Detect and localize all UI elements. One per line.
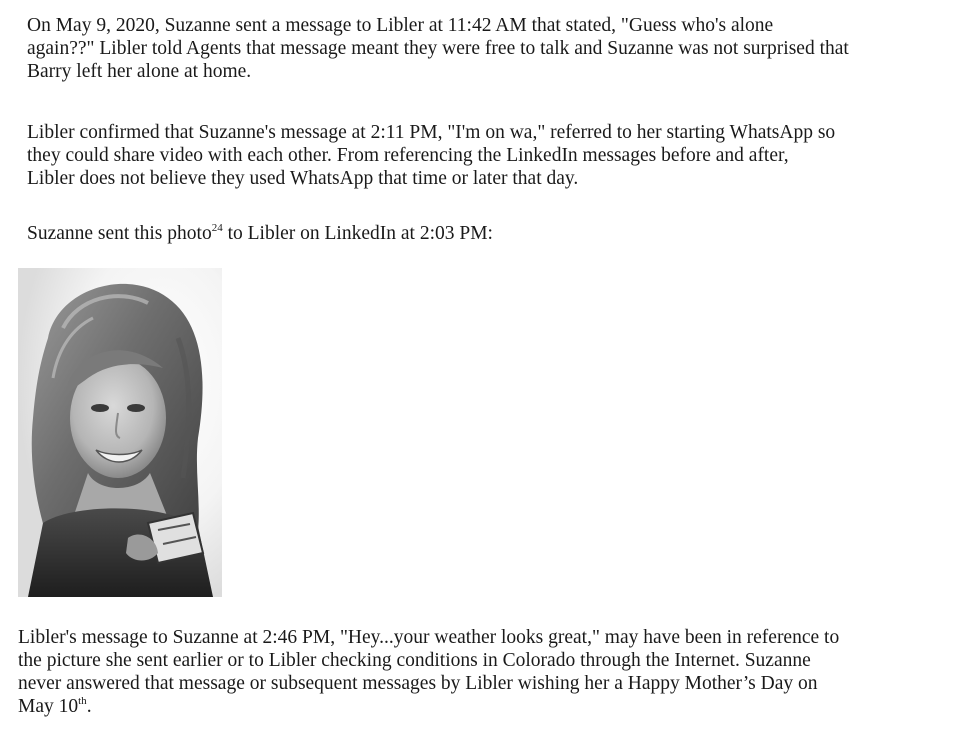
paragraph-whatsapp <box>27 121 835 190</box>
text-line: never answered that message or subsequent messages by Libler wishing her a Happy Mother’s Day on <box>18 673 818 694</box>
paragraph-may-9-message <box>27 14 849 83</box>
text-line: Libler does not believe they used WhatsApp that time or later that day. <box>27 168 579 189</box>
text-line: the picture she sent earlier or to Libler checking conditions in Colorado through the Internet. Suzanne <box>18 650 811 671</box>
text-line-last <box>18 695 839 718</box>
photo-intro-text-continued: to Libler on LinkedIn at 2:03 PM: <box>222 223 493 244</box>
text-line: Libler confirmed that Suzanne's message at 2:11 PM, "I'm on wa," referred to her starting WhatsApp so <box>27 122 836 143</box>
text-line: Barry left her alone at home. <box>27 61 252 82</box>
date-text: May 10 <box>18 696 79 717</box>
text-line: Libler's message to Suzanne at 2:46 PM, "Hey...your weather looks great," may have been in reference to <box>18 627 840 648</box>
text-line: they could share video with each other. From referencing the LinkedIn messages before and after, <box>27 145 789 166</box>
photo-intro-text: Suzanne sent this photo <box>27 223 212 244</box>
portrait-photo-icon <box>18 268 222 597</box>
footnote-marker: 24 <box>211 221 223 234</box>
period: . <box>86 696 92 717</box>
text-line: again??" Libler told Agents that message meant they were free to talk and Suzanne was not surprised that <box>27 38 849 59</box>
paragraph-weather-message <box>18 626 839 718</box>
text-line: On May 9, 2020, Suzanne sent a message to Libler at 11:42 AM that stated, "Guess who's alone <box>27 15 774 36</box>
ordinal-suffix: th <box>78 694 87 707</box>
portrait-photo <box>18 268 222 597</box>
paragraph-photo-intro <box>27 222 493 245</box>
